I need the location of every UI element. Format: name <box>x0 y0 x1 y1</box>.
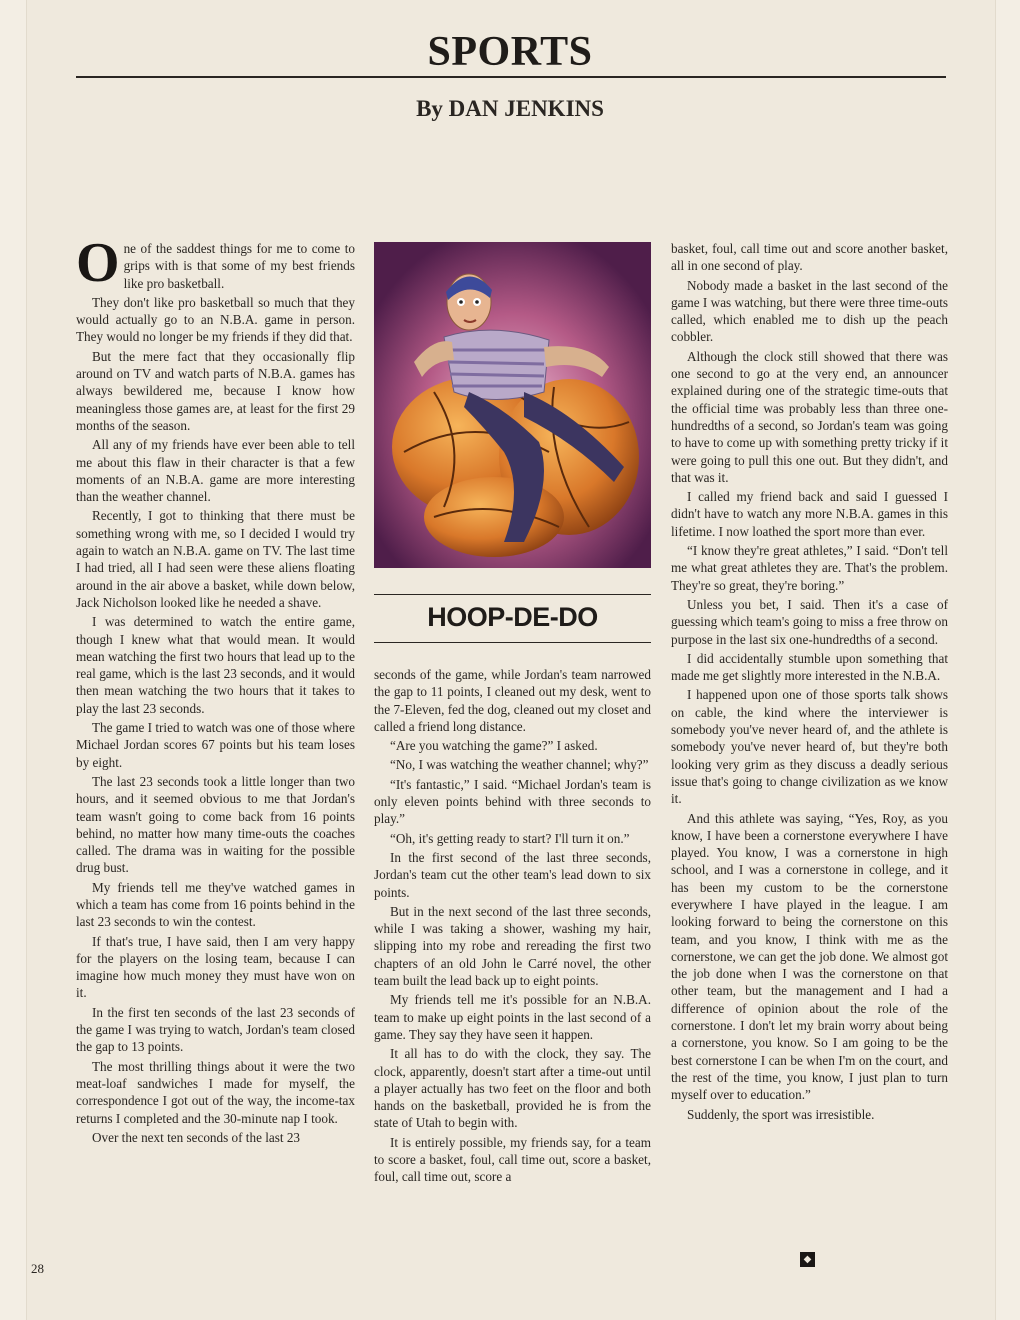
article-paragraph: Although the clock still showed that there was one second to go at the very end, an announcer explained during one of the strategic time-outs that the official time was probably less than three one-hundredths of a second, so Jordan's team was going to have to come up with something pretty tricky if it were going to pull this one out. But they didn't, and that was it. <box>671 348 948 485</box>
article-paragraph: “I know they're great athletes,” I said. “Don't tell me what great athletes they are. That's the problem. They're so great, they're boring.” <box>671 543 948 593</box>
article-paragraph: But in the next second of the last three seconds, while I was taking a shower, washing my hair, slipping into my robe and rereading the first two chapters of an old John le Carré novel, the other team built the lead back up to eight points. <box>374 903 651 989</box>
section-title: SPORTS <box>427 29 593 75</box>
article-paragraph: If that's true, I have said, then I am very happy for the players on the losing team, because I can imagine how much money they must have won on it. <box>76 933 355 1001</box>
article-column-left <box>76 232 355 1148</box>
article-paragraph: I was determined to watch the entire game, though I knew what that would mean. It would mean watching the first two hours that lead up to the real game, which is the last 23 seconds, and it would then mean watching the two hours that it takes to play the last 23 seconds. <box>76 614 355 716</box>
article-paragraph: It all has to do with the clock, they say. The clock, apparently, doesn't start after a time-out until a player actually has two feet on the floor and both hands on the basketball, provided he is from the state of Utah to begin with. <box>374 1046 651 1131</box>
article-paragraph: basket, foul, call time out and score another basket, all in one second of play. <box>671 241 948 274</box>
article-paragraph: All any of my friends have ever been able to tell me about this flaw in their character is that a few moments of an N.B.A. game are more interesting than the weather channel. <box>76 437 355 505</box>
article-column-right <box>671 240 948 1125</box>
article-paragraph: seconds of the game, while Jordan's team narrowed the gap to 11 points, I cleaned out my desk, went to the 7-Eleven, fed the dog, cleaned out my closet and called a friend long distance. <box>374 667 651 734</box>
header-rule <box>76 76 946 78</box>
article-column-middle <box>374 666 651 1188</box>
article-paragraph: Recently, I got to thinking that there must be something wrong with me, so I decided I would try again to watch an N.B.A. game on TV. The last time I had tried, all I had seen were these aliens floating around in the air above a basket, while down below, Jack Nicholson looked like he needed a shave. <box>76 508 355 610</box>
article-paragraph: I did accidentally stumble upon something that made me get slightly more interested in the N.B.A. <box>671 650 948 684</box>
article-paragraph: Unless you bet, I said. Then it's a case of guessing which team's going to miss a free throw on purpose in the last six one-hundredths of a second. <box>671 596 948 647</box>
drop-cap: O <box>76 232 120 294</box>
article-paragraph: In the first ten seconds of the last 23 seconds of the game I was trying to watch, Jordan's team closed the gap to 13 points. <box>76 1004 355 1055</box>
rabbit-end-mark-icon: ◆ <box>800 1252 815 1267</box>
article-subhead: HOOP-DE-DO <box>427 602 598 632</box>
illustration-art <box>374 242 651 568</box>
page-number: 28 <box>31 1261 44 1276</box>
article-paragraph: They don't like pro basketball so much that they would actually go to an N.B.A. game in person. They would no longer be my friends if they did that. <box>76 294 355 345</box>
article-paragraph: It is entirely possible, my friends say, for a team to score a basket, foul, call time out, score a basket, foul, call time out, score a <box>374 1134 651 1185</box>
article-paragraph: One of the saddest things for me to come to grips with is that some of my best friends like pro basketball. <box>76 232 355 294</box>
subhead-rule-top <box>374 594 651 595</box>
article-paragraph: “It's fantastic,” I said. “Michael Jordan's team is only eleven points behind with three seconds to play.” <box>374 776 651 827</box>
byline: By DAN JENKINS <box>416 96 604 121</box>
article-paragraph: I called my friend back and said I guessed I didn't have to watch any more N.B.A. games in this lifetime. I now loathed the sport more than ever. <box>671 489 948 539</box>
illustration-player-on-basketball <box>374 242 651 568</box>
article-paragraph: In the first second of the last three seconds, Jordan's team cut the other team's lead down to six points. <box>374 849 651 900</box>
article-paragraph: The last 23 seconds took a little longer than two hours, and it seemed obvious to me that Jordan's team wasn't going to come back from 16 points behind, no matter how many time-outs the coaches called. The drama was in waiting for the possible drug bust. <box>76 773 355 876</box>
article-paragraph: “Are you watching the game?” I asked. <box>390 738 598 754</box>
article-paragraph: I happened upon one of those sports talk shows on cable, the kind where the interviewer is somebody you've never heard of, and the athlete is somebody you've never heard of, but they're both looking very grim as they discuss a deadly serious issue that's going to change civilization as we know it. <box>671 687 948 807</box>
article-paragraph: “Oh, it's getting ready to start? I'll turn it on.” <box>390 830 630 846</box>
article-paragraph: But the mere fact that they occasionally flip around on TV and watch parts of N.B.A. games has always bewildered me, because I know how meaningless those games are, at least for the first 29 months of the season. <box>76 348 355 433</box>
article-paragraph: Over the next ten seconds of the last 23 <box>92 1129 301 1145</box>
article-paragraph: “No, I was watching the weather channel; why?” <box>390 757 649 773</box>
article-paragraph: The game I tried to watch was one of those where Michael Jordan scores 67 points but his team loses by eight. <box>76 720 355 770</box>
article-paragraph: The most thrilling things about it were the two meat-loaf sandwiches I made for myself, the correspondence I got out of the way, the income-tax returns I completed and the 30-minute nap I took. <box>76 1058 355 1126</box>
subhead-rule-bottom <box>374 642 651 643</box>
article-paragraph: Nobody made a basket in the last second of the game I was watching, but there were three time-outs called, which enabled me to dish up the peach cobbler. <box>671 277 948 345</box>
article-paragraph: My friends tell me they've watched games in which a team has come from 16 points behind in the last 23 seconds to win the contest. <box>76 879 355 930</box>
article-paragraph: And this athlete was saying, “Yes, Roy, as you know, I have been a cornerstone everywhere I have played. You know, I was a cornerstone in high school, and I was a cornerstone in college, and it has been my custom to be the cornerstone everywhere I have played in the league. I am looking forward to being the cornerstone on this team, and you know, I think with me as the cornerstone, we can get the job done. We almost got the job done when I was the cornerstone on that other team, but the management and I had a difference of opinion about the role of the cornerstone. I don't let my brain worry about being a cornerstone, you know. So I am going to be the best cornerstone I can be when I'm on the court, and the rest of the time, you know, I just plan to turn myself over to education.” <box>671 810 948 1103</box>
article-paragraph: My friends tell me it's possible for an N.B.A. team to make up eight points in the last second of a game. They say they have seen it happen. <box>374 992 651 1042</box>
article-paragraph: Suddenly, the sport was irresistible. <box>687 1106 875 1122</box>
